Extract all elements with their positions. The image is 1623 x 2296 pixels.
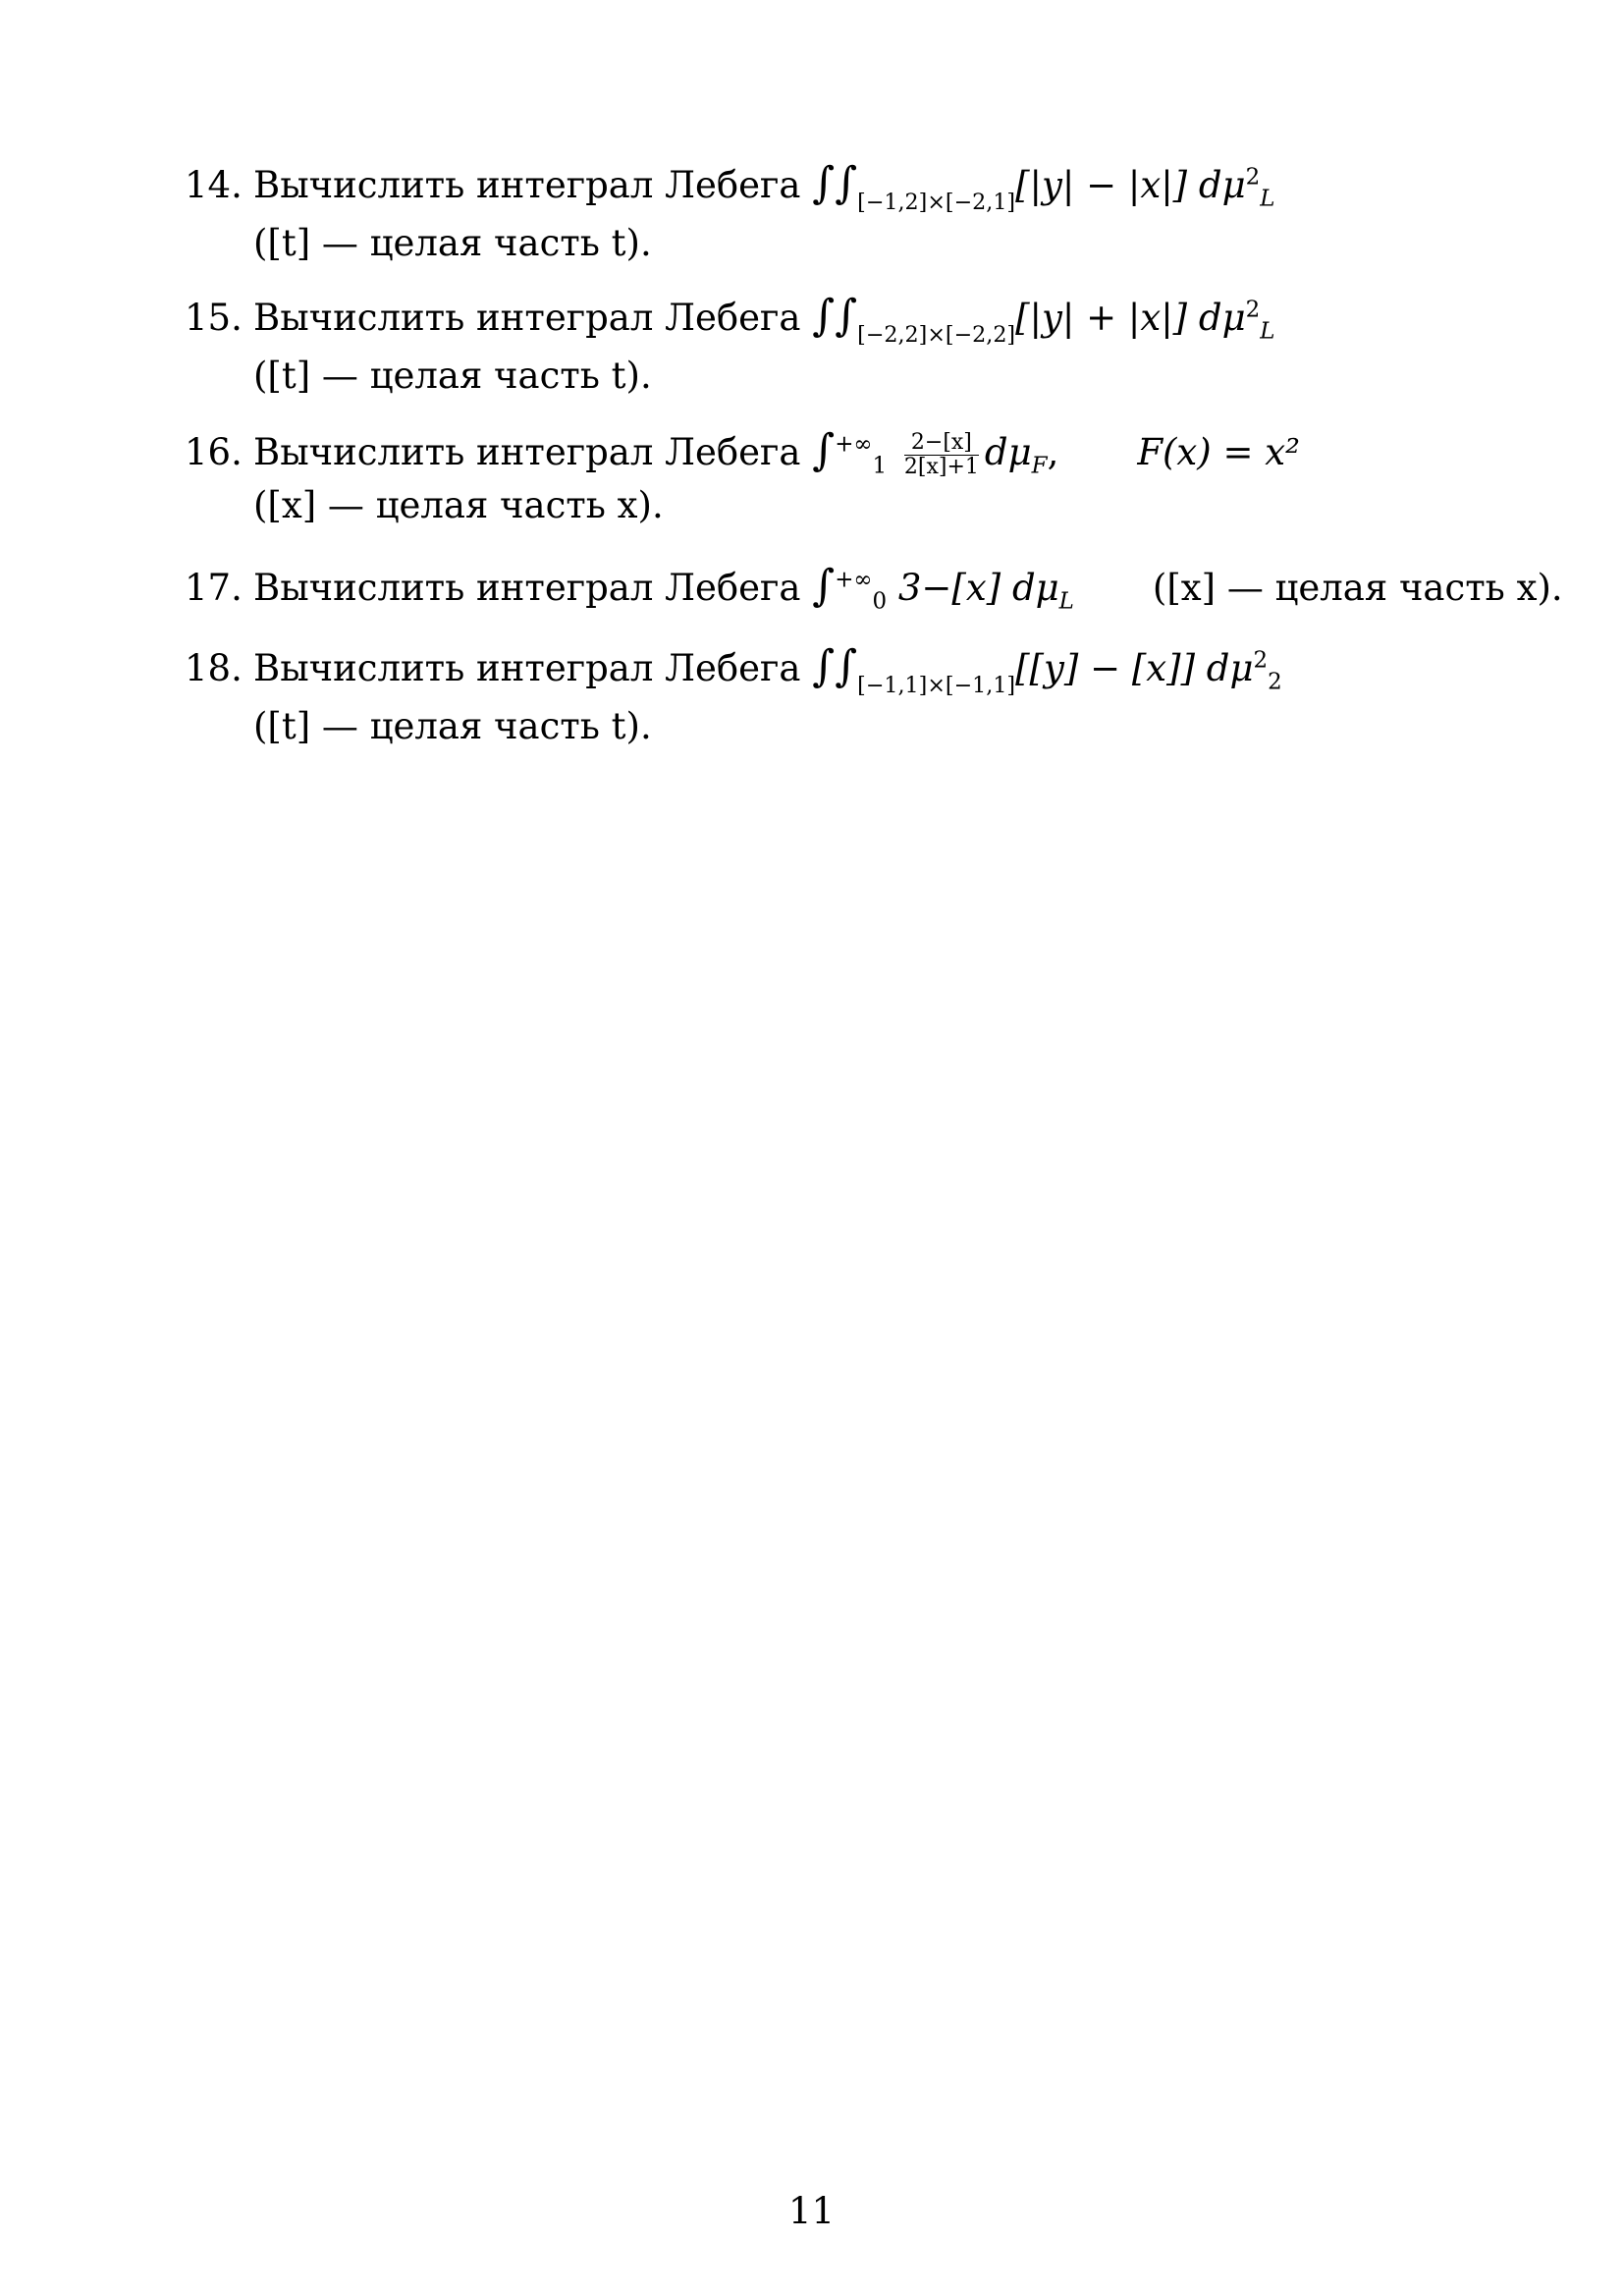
problem-note: ([t] — целая часть t). bbox=[253, 355, 652, 397]
problem-statement bbox=[185, 560, 1563, 615]
measure-sup: 2 bbox=[1245, 164, 1261, 191]
problem-statement bbox=[185, 157, 1461, 217]
problem-text: Вычислить интеграл Лебега bbox=[253, 164, 801, 206]
double-integral-sign: ∫∫ bbox=[812, 158, 858, 208]
problem-text: Вычислить интеграл Лебега bbox=[253, 297, 801, 339]
measure: dμ bbox=[1198, 297, 1246, 339]
problem-note: ([t] — целая часть t). bbox=[253, 222, 652, 264]
fraction-denominator: 2[x]+1 bbox=[903, 455, 979, 479]
double-integral-sign: ∫∫ bbox=[812, 641, 858, 691]
problem-16 bbox=[185, 424, 1461, 532]
measure-sup: 2 bbox=[1245, 297, 1261, 323]
problem-number: 17. bbox=[185, 567, 243, 609]
problem-number: 16. bbox=[185, 431, 243, 473]
problem-note: ([t] — целая часть t). bbox=[253, 705, 652, 747]
measure: dμ bbox=[1206, 647, 1254, 689]
fraction-numerator: 2−[x] bbox=[904, 431, 979, 456]
measure: dμ bbox=[1011, 567, 1059, 609]
problem-18 bbox=[185, 640, 1461, 753]
problem-statement: 16. Вычислить интеграл Лебега $\int^{+\infty}_1$ $\frac{2-[x]}{2[x]+1}$ $d\mu_F$, F(x) = x² bbox=[185, 425, 1300, 479]
problem-15 bbox=[185, 290, 1461, 403]
measure-sub: F bbox=[1031, 453, 1048, 479]
problem-17 bbox=[185, 560, 1563, 615]
problem-note: ([x] — целая часть x). bbox=[1152, 567, 1563, 609]
integration-domain: [−1,2]×[−2,1] bbox=[857, 190, 1016, 215]
problem-number: 18. bbox=[185, 647, 243, 689]
measure-sup: 2 bbox=[1253, 647, 1269, 674]
integrand: 3−[x] bbox=[897, 567, 1001, 609]
measure-sub: 2 bbox=[1268, 669, 1282, 695]
double-integral-sign: ∫∫ bbox=[812, 291, 858, 341]
upper-limit: +∞ bbox=[835, 431, 873, 458]
measure-sub: L bbox=[1260, 186, 1275, 212]
measure-sub: L bbox=[1260, 318, 1275, 345]
integrand: [[y] − [x]] bbox=[1015, 647, 1195, 689]
lower-limit: 1 bbox=[872, 453, 888, 479]
problem-text: Вычислить интеграл Лебега bbox=[253, 431, 801, 473]
page-number: 11 bbox=[787, 2190, 836, 2232]
measure: dμ bbox=[1198, 164, 1246, 206]
integral-sign: ∫ bbox=[812, 425, 836, 475]
lower-limit: 0 bbox=[872, 588, 888, 615]
integration-domain: [−2,2]×[−2,2] bbox=[857, 322, 1016, 348]
problem-note: ([x] — целая часть x). bbox=[253, 484, 664, 526]
integrand-fraction bbox=[904, 431, 979, 479]
problem-number: 15. bbox=[185, 297, 243, 339]
integration-domain: [−1,1]×[−1,1] bbox=[857, 673, 1016, 698]
problem-text: Вычислить интеграл Лебега bbox=[253, 567, 801, 609]
integrand: [|y| − |x|] bbox=[1015, 164, 1188, 206]
problem-number: 14. bbox=[185, 164, 243, 206]
integrand: [|y| + |x|] bbox=[1015, 297, 1188, 339]
measure: dμ bbox=[984, 431, 1032, 473]
upper-limit: +∞ bbox=[835, 567, 873, 593]
problem-statement bbox=[185, 290, 1461, 350]
problem-14 bbox=[185, 157, 1461, 270]
distribution-function: F(x) = x² bbox=[1137, 431, 1300, 473]
problem-text: Вычислить интеграл Лебега bbox=[253, 647, 801, 689]
integral-sign: ∫ bbox=[812, 561, 836, 611]
measure-sub: L bbox=[1058, 588, 1074, 615]
problem-statement bbox=[185, 640, 1461, 700]
